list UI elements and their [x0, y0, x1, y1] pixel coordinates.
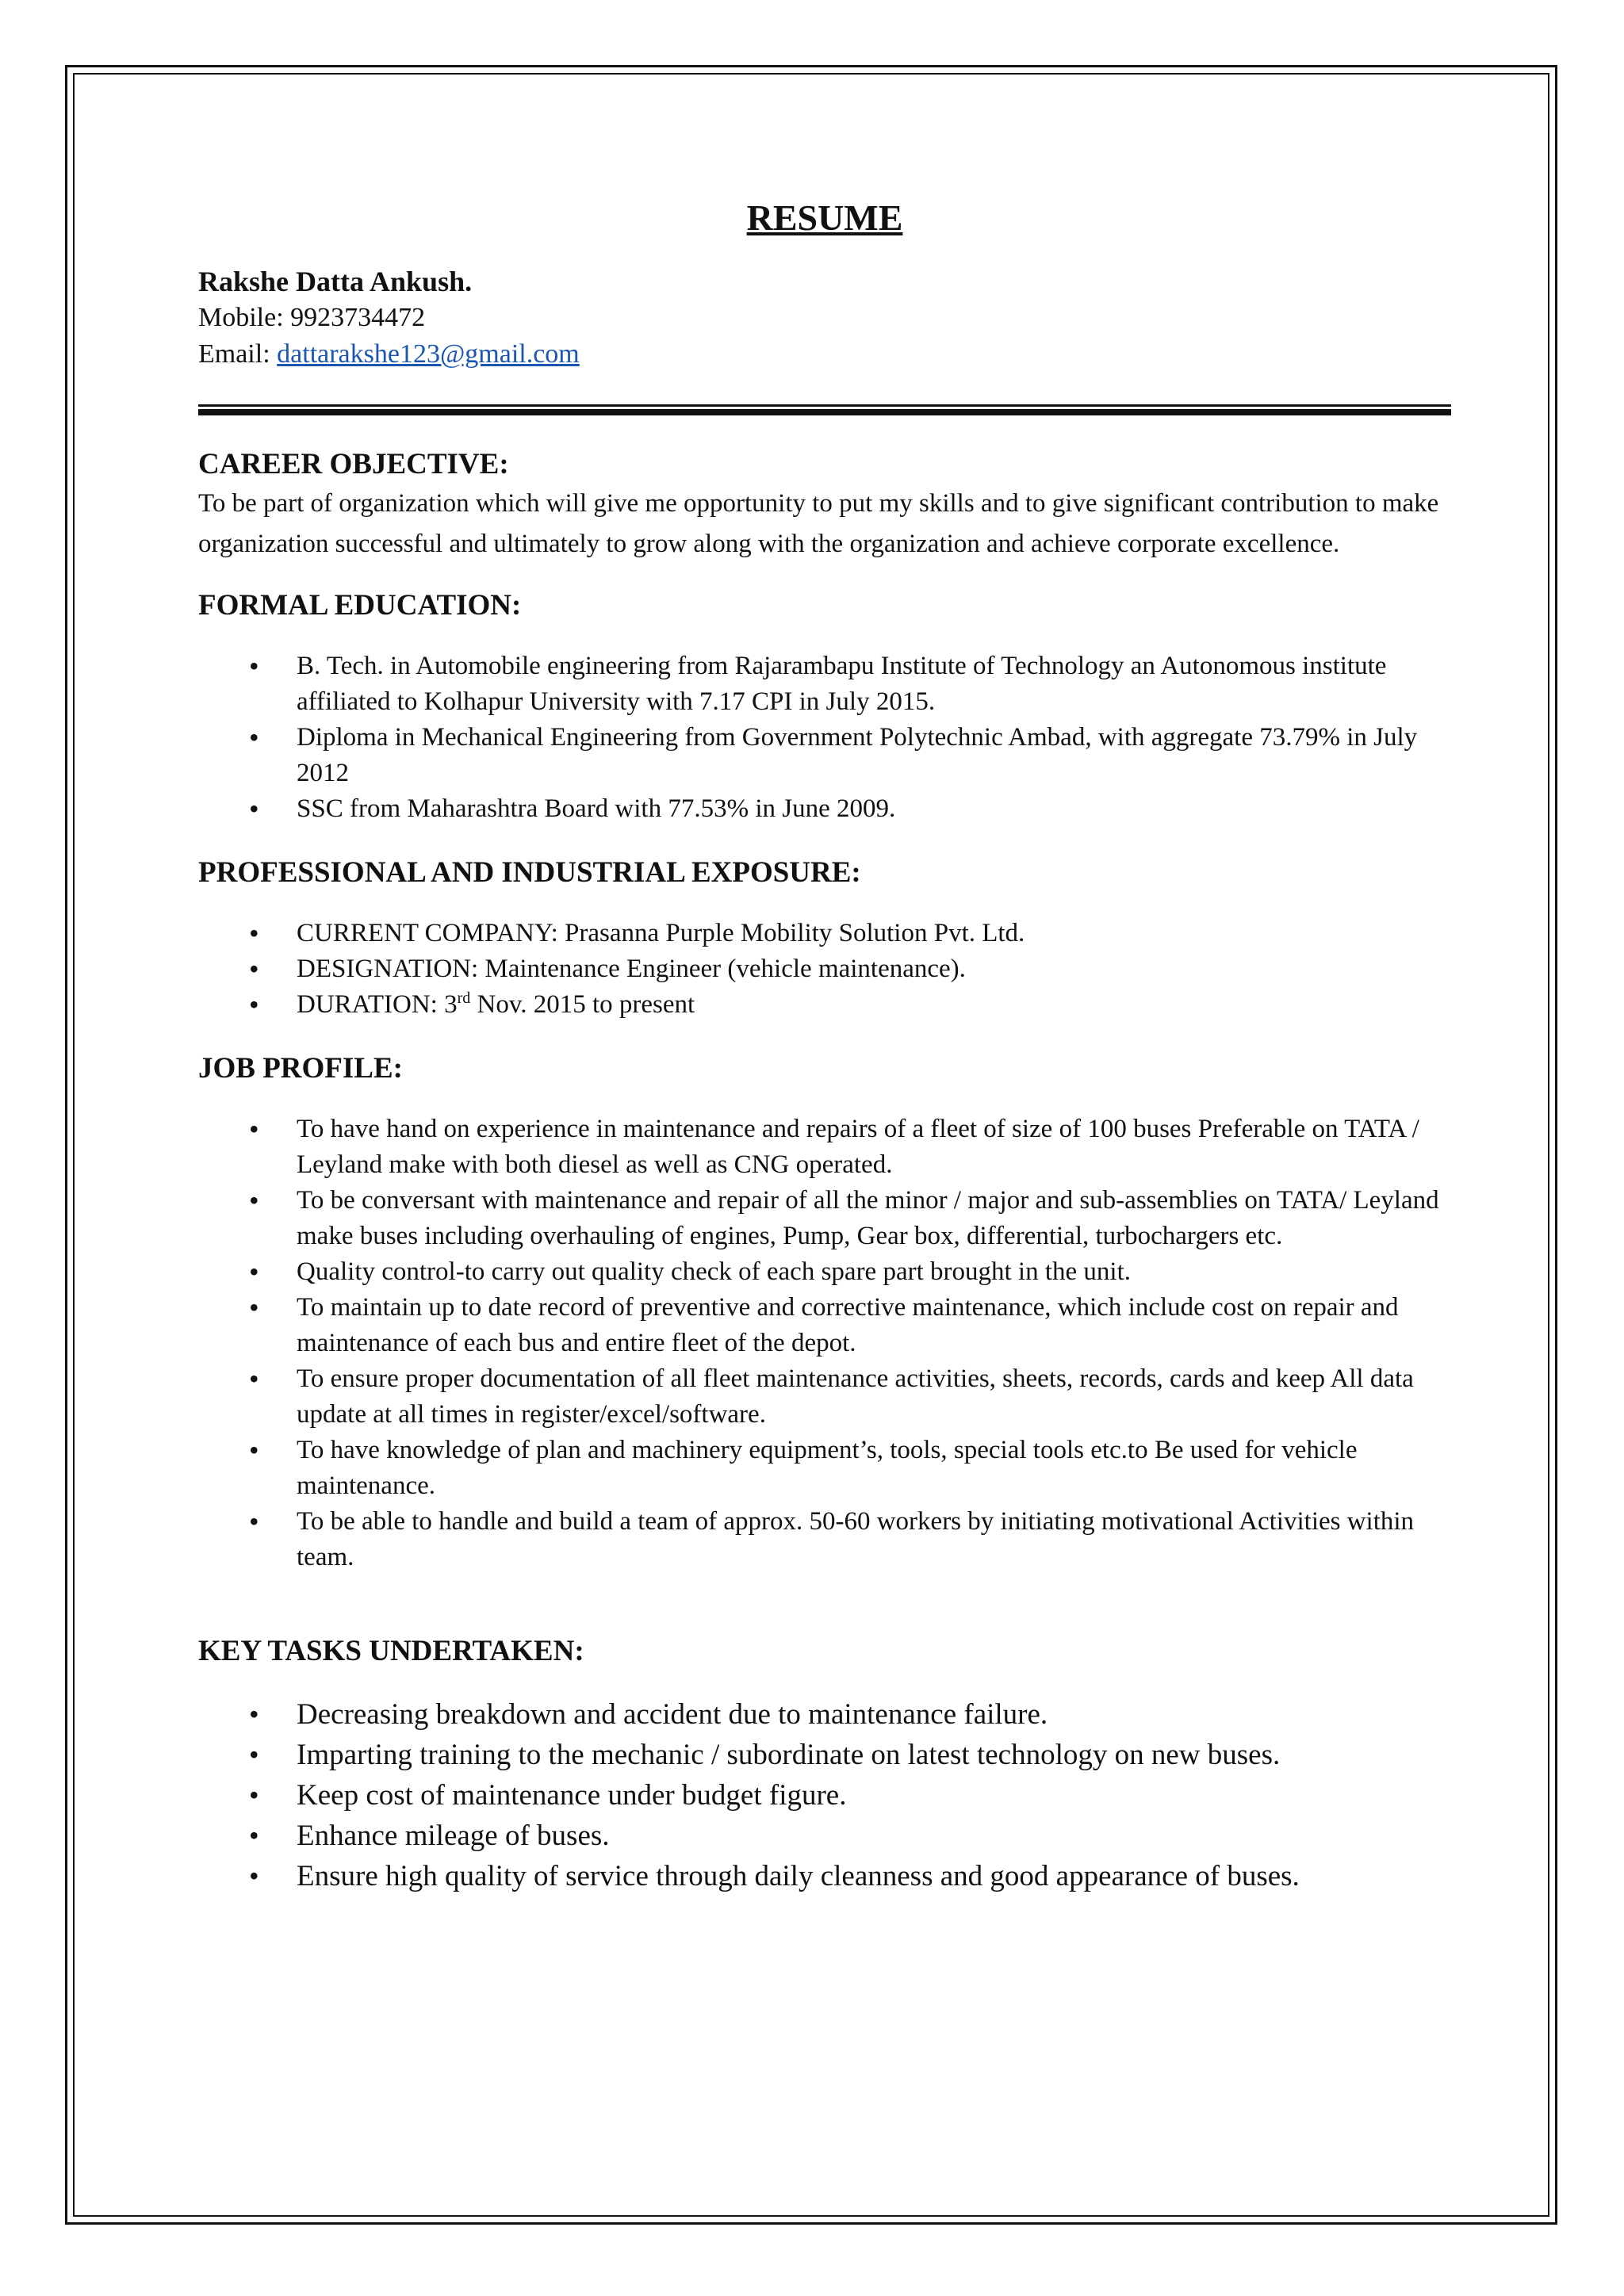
exposure-section — [198, 854, 1451, 1023]
job-profile-heading: JOB PROFILE: — [198, 1052, 403, 1085]
key-task-item: • Decreasing breakdown and accident due to maintenance failure. — [198, 1694, 1451, 1735]
job-profile-item: • To be able to handle and build a team of approx. 50-60 workers by initiating motivational Activities within team. — [198, 1504, 1451, 1575]
exposure-list — [198, 916, 1451, 1023]
contact-block — [198, 263, 1451, 373]
email-line — [198, 336, 1451, 373]
career-objective-heading: CAREER OBJECTIVE: — [198, 448, 509, 480]
email-link[interactable]: dattarakshe123@gmail.com — [277, 339, 580, 369]
mobile-number: 9923734472 — [290, 303, 426, 332]
candidate-name: Rakshe Datta Ankush. — [198, 266, 473, 297]
duration-prefix: DURATION: 3 — [297, 990, 458, 1019]
duration — [198, 987, 1451, 1023]
education-item: • SSC from Maharashtra Board with 77.53% in June 2009. — [198, 791, 1451, 827]
career-objective-text: To be part of organization which will give me opportunity to put my skills and to give significant contribution to make organization successful and ultimately to grow along with the organization and achieve corporate excellence. — [198, 489, 1439, 558]
job-profile-item: • To ensure proper documentation of all fleet maintenance activities, sheets, records, cards and keep All data update at all times in register/excel/software. — [198, 1361, 1451, 1433]
key-tasks-list — [198, 1694, 1451, 1896]
education-list — [198, 649, 1451, 827]
key-tasks-heading: KEY TASKS UNDERTAKEN: — [198, 1635, 584, 1667]
key-tasks-section — [198, 1632, 1451, 1896]
mobile-line — [198, 300, 1451, 336]
key-task-item: • Enhance mileage of buses. — [198, 1816, 1451, 1856]
career-objective-section — [198, 446, 1451, 564]
duration-suffix: Nov. 2015 to present — [470, 990, 695, 1019]
education-item: • Diploma in Mechanical Engineering from Government Polytechnic Ambad, with aggregate 73.79% in July 2012 — [198, 720, 1451, 791]
exposure-heading: PROFESSIONAL AND INDUSTRIAL EXPOSURE: — [198, 856, 861, 889]
job-profile-item: • To be conversant with maintenance and repair of all the minor / major and sub-assemblies on TATA/ Leyland make buses including overhauling of engines, Pump, Gear box, differential, turbochargers etc. — [198, 1183, 1451, 1254]
job-profile-item: • To have knowledge of plan and machinery equipment’s, tools, special tools etc.to Be used for vehicle maintenance. — [198, 1433, 1451, 1504]
job-profile-section — [198, 1050, 1451, 1575]
current-company: • CURRENT COMPANY: Prasanna Purple Mobility Solution Pvt. Ltd. — [198, 916, 1451, 951]
key-task-item: • Imparting training to the mechanic / subordinate on latest technology on new buses. — [198, 1735, 1451, 1775]
key-task-item: • Ensure high quality of service through daily cleanness and good appearance of buses. — [198, 1856, 1451, 1896]
education-heading: FORMAL EDUCATION: — [198, 589, 522, 622]
resume-title: RESUME — [746, 197, 903, 238]
mobile-label: Mobile: — [198, 303, 284, 332]
education-item: • B. Tech. in Automobile engineering from Rajarambapu Institute of Technology an Autonomous institute affiliated to Kolhapur University with 7.17 CPI in July 2015. — [198, 649, 1451, 720]
email-label: Email: — [198, 339, 270, 369]
job-profile-item: • To maintain up to date record of preventive and corrective maintenance, which include cost on repair and maintenance of each bus and entire fleet of the depot. — [198, 1290, 1451, 1361]
header-divider — [198, 404, 1451, 415]
duration-superscript: rd — [457, 989, 471, 1007]
designation: • DESIGNATION: Maintenance Engineer (vehicle maintenance). — [198, 951, 1451, 987]
job-profile-item: • Quality control-to carry out quality check of each spare part brought in the unit. — [198, 1254, 1451, 1290]
key-task-item: • Keep cost of maintenance under budget figure. — [198, 1775, 1451, 1816]
education-section — [198, 587, 1451, 827]
resume-document — [198, 190, 1451, 1896]
job-profile-item: • To have hand on experience in maintenance and repairs of a fleet of size of 100 buses Preferable on TATA / Leyland make with both diesel as well as CNG operated. — [198, 1112, 1451, 1183]
job-profile-list — [198, 1112, 1451, 1575]
